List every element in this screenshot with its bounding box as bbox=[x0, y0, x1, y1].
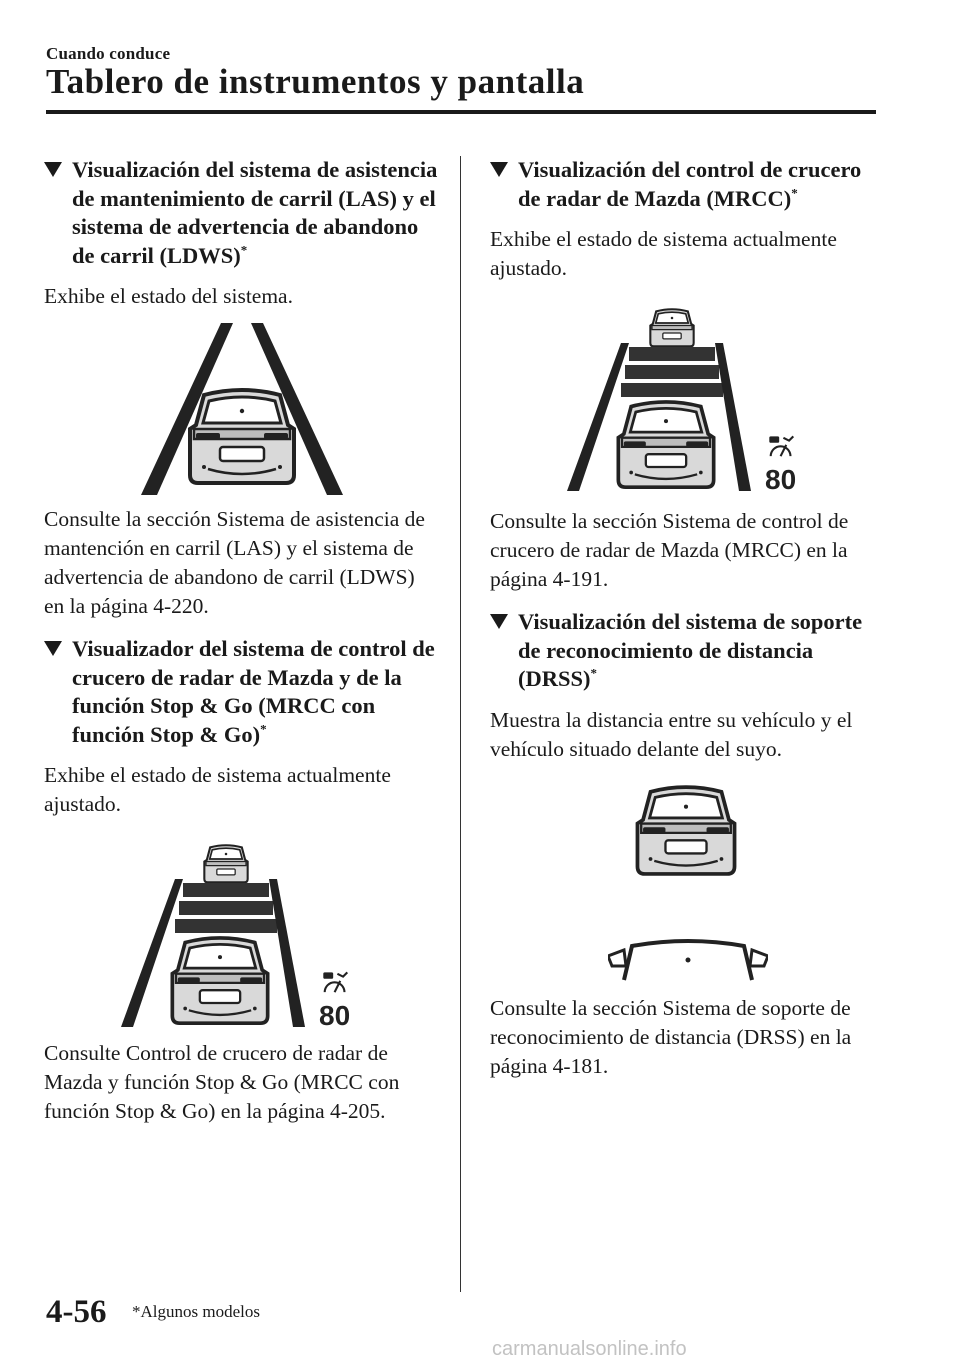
reference-text: Consulte la sección Sistema de soporte de reconocimiento de distancia (DRSS) en la página 4-181. bbox=[490, 995, 852, 1078]
page-number: 4-56 bbox=[46, 1294, 107, 1330]
distance-bar-icon bbox=[179, 901, 273, 915]
mrcc-illustration bbox=[563, 307, 813, 497]
heading-mrcc-stop-go bbox=[44, 635, 439, 749]
triangle-bullet-icon bbox=[44, 641, 62, 656]
distance-bar-icon bbox=[625, 365, 719, 379]
title-rule bbox=[46, 110, 876, 114]
heading-text: Visualización del sistema de asistencia de mantenimiento de carril (LAS) y el sistema de advertencia de abandono de carril (LDWS) bbox=[72, 157, 438, 268]
right-lane-line-icon bbox=[715, 343, 751, 491]
left-mirror-icon bbox=[608, 950, 626, 966]
page-title: Tablero de instrumentos y pantalla bbox=[46, 62, 585, 101]
column-divider bbox=[460, 156, 461, 1292]
intro-text: Muestra la distancia entre su vehículo y el vehículo situado delante del suyo. bbox=[490, 707, 853, 761]
own-car-icon bbox=[618, 402, 713, 487]
mrcc-stop-go-illustration bbox=[117, 843, 367, 1033]
heading-text: Visualización del sistema de soporte de reconocimiento de distancia (DRSS) bbox=[518, 609, 863, 691]
las-ldws-illustration bbox=[137, 323, 347, 495]
drss-illustration bbox=[608, 784, 768, 984]
reference-text: Consulte la sección Sistema de asistencia de mantención en carril (LAS) y el sistema de advertencia de abandono de carril (LDWS) en la página 4-220. bbox=[44, 507, 425, 618]
right-lane-line-icon bbox=[269, 879, 305, 1027]
heading-text: Visualizador del sistema de control de crucero de radar de Mazda y de la función Stop & Go (MRCC con función Stop & Go) bbox=[72, 636, 435, 747]
distance-bar-icon bbox=[621, 383, 723, 397]
triangle-bullet-icon bbox=[44, 162, 62, 177]
right-column bbox=[490, 156, 885, 1089]
set-speed: 80 bbox=[764, 464, 796, 495]
own-car-icon bbox=[172, 938, 267, 1023]
asterisk: * bbox=[240, 242, 248, 257]
distance-bar-icon bbox=[183, 883, 269, 897]
reference-text: Consulte Control de crucero de radar de Mazda y función Stop & Go (MRCC con función Stop & Go) en la página 4-205. bbox=[44, 1041, 400, 1123]
distance-bar-icon bbox=[629, 347, 715, 361]
triangle-bullet-icon bbox=[490, 614, 508, 629]
asterisk: * bbox=[590, 665, 598, 681]
heading-drss bbox=[490, 608, 885, 694]
footnote: *Algunos modelos bbox=[132, 1302, 260, 1321]
radar-cruise-icon bbox=[769, 436, 793, 456]
triangle-bullet-icon bbox=[490, 162, 508, 177]
intro-text: Exhibe el estado del sistema. bbox=[44, 284, 293, 308]
right-mirror-icon bbox=[750, 950, 768, 966]
section-label: Cuando conduce bbox=[46, 44, 171, 63]
lead-car-icon bbox=[637, 787, 734, 874]
radar-cruise-icon bbox=[323, 972, 347, 992]
heading-las-ldws bbox=[44, 156, 439, 270]
left-column bbox=[44, 156, 439, 1134]
heading-mrcc bbox=[490, 156, 885, 213]
reference-text: Consulte la sección Sistema de control de crucero de radar de Mazda (MRCC) en la página 4-191. bbox=[490, 509, 849, 591]
set-speed: 80 bbox=[318, 1000, 350, 1031]
distance-bar-icon bbox=[175, 919, 277, 933]
intro-text: Exhibe el estado de sistema actualmente ajustado. bbox=[44, 763, 391, 816]
lead-car-icon bbox=[650, 309, 693, 346]
car-rear-icon bbox=[190, 390, 294, 483]
watermark: carmanualsonline.info bbox=[492, 1338, 687, 1360]
asterisk: * bbox=[260, 721, 267, 736]
intro-text: Exhibe el estado de sistema actualmente ajustado. bbox=[490, 227, 837, 280]
heading-text: Visualización del control de crucero de radar de Mazda (MRCC) bbox=[518, 157, 862, 211]
asterisk: * bbox=[791, 185, 798, 200]
lead-car-icon bbox=[204, 845, 247, 882]
